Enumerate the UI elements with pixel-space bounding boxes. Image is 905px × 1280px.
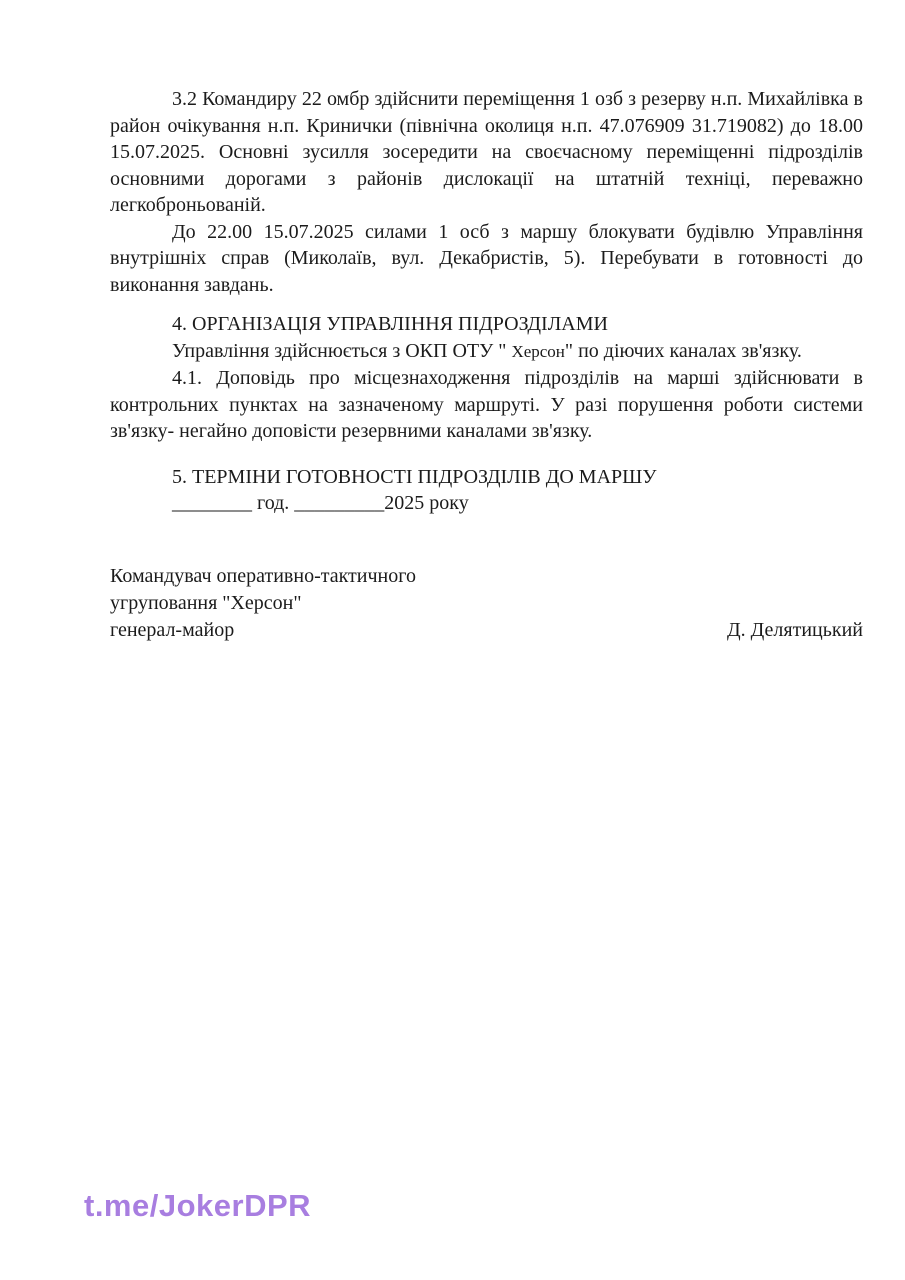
command-channels-text-after: " по діючих каналах зв'язку. [564,339,802,362]
paragraph-3-2: 3.2 Командиру 22 омбр здійснити переміщення 1 озб з резерву н.п. Михайлівка в район очікування н.п. Кринички (північна околиця н.п. 47.076909 31.719082) до 18.00 15.07.2025. Основні зусилля зосередити на своєчасному переміщенні підрозділів основними дорогами з районів дислокації на штатній техніці, переважно легкоброньованій. [110,88,863,216]
signature-title-line2: угруповання "Херсон" [110,591,302,614]
signature-block [110,563,863,644]
section-5-heading: 5. ТЕРМІНИ ГОТОВНОСТІ ПІДРОЗДІЛІВ ДО МАРШУ [172,465,657,488]
command-channels-text-before: Управління здійснюється з ОКП ОТУ " [172,339,512,362]
signature-rank: генерал-майор [110,618,235,641]
document-body [110,86,863,644]
telegram-watermark: t.me/JokerDPR [84,1188,312,1223]
kherson-callsign: Херсон [511,341,565,361]
paragraph-command-channels [110,338,863,366]
readiness-time-blank-line: ________ год. _________2025 року [172,492,469,514]
paragraph-blockade-order: До 22.00 15.07.2025 силами 1 осб з маршу блокувати будівлю Управління внутрішніх справ (Миколаїв, вул. Декабристів, 5). Перебувати в готовності до виконання завдань. [110,220,863,296]
section-4-heading: 4. ОРГАНІЗАЦІЯ УПРАВЛІННЯ ПІДРОЗДІЛАМИ [172,313,608,335]
signature-name: Д. Делятицький [727,618,863,641]
signature-title-line1: Командувач оперативно-тактичного [110,564,416,587]
signature-rank-name-row [110,617,863,644]
paragraph-4-1: 4.1. Доповідь про місцезнаходження підрозділів на марші здійснювати в контрольних пунктах на зазначеному маршруті. У разі порушення роботи системи зв'язку- негайно доповісти резервними каналами зв'язку. [110,367,863,442]
